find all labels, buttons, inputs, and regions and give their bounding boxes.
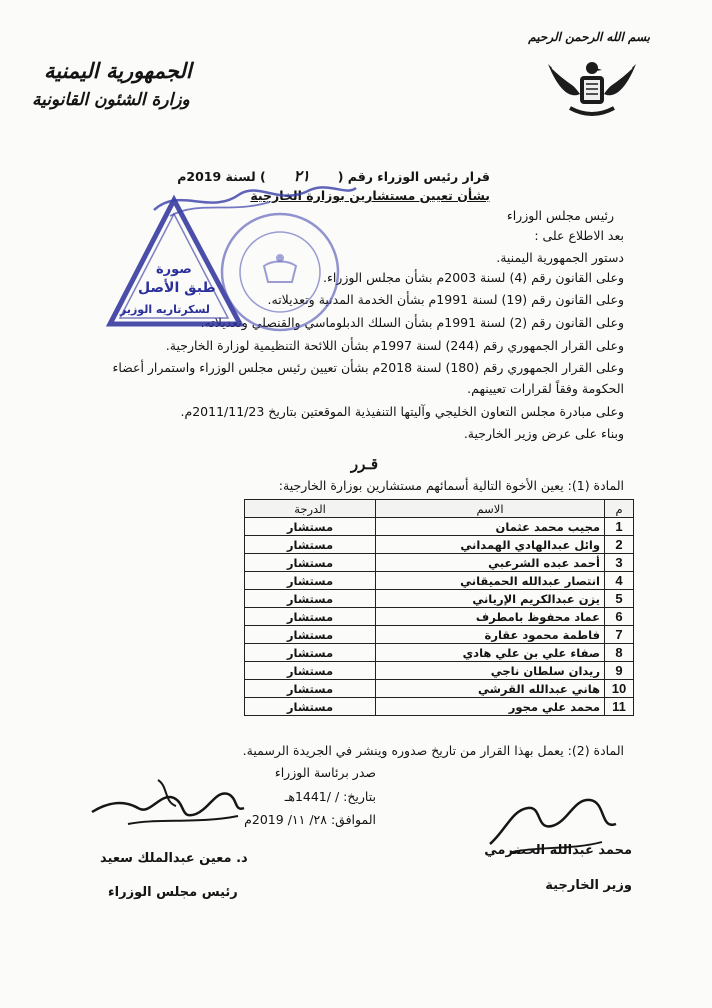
preamble-line: بعد الاطلاع على : (534, 228, 624, 243)
row-name: عماد محفوظ بامطرف (376, 608, 605, 626)
row-number: 1 (605, 518, 634, 536)
issued-line: صدر برئاسة الوزراء (274, 765, 376, 780)
state-emblem-icon (542, 54, 642, 122)
table-row (245, 572, 634, 590)
row-number: 8 (605, 644, 634, 662)
row-number: 4 (605, 572, 634, 590)
row-name: صفاء علي بن علي هادي (376, 644, 605, 662)
preamble-line: الحكومة وفقاً لقرارات تعيينهم. (467, 381, 624, 396)
stamp-text-original: طبق الأصل (138, 280, 216, 296)
row-name: ريدان سلطان ناجي (376, 662, 605, 680)
table-row (245, 554, 634, 572)
republic-header: الجمهورية اليمنية (44, 58, 192, 83)
row-rank: مستشار (245, 626, 376, 644)
fm-title: وزير الخارجية (545, 878, 632, 893)
decree-title: قرار رئيس الوزراء رقم (٢١) لسنة 2019م (177, 167, 490, 185)
row-name: محمد علي مجور (376, 698, 605, 716)
appointees-table (244, 499, 634, 716)
row-name: انتصار عبدالله الحميقاني (376, 572, 605, 590)
pm-signature-icon (88, 772, 248, 834)
basmala: بسم الله الرحمن الرحيم (528, 30, 650, 44)
round-seal-icon (218, 210, 342, 334)
row-rank: مستشار (245, 590, 376, 608)
article-2: المادة (2): يعمل بهذا القرار من تاريخ صدوره وينشر في الجريدة الرسمية. (242, 743, 624, 758)
row-name: أحمد عبده الشرعبي (376, 554, 605, 572)
row-rank: مستشار (245, 554, 376, 572)
decision-heading: قـرر (350, 455, 378, 473)
row-number: 10 (605, 680, 634, 698)
row-rank: مستشار (245, 680, 376, 698)
article-1: المادة (1): يعين الأخوة التالية أسمائهم مستشارين بوزارة الخارجية: (278, 478, 624, 493)
row-number: 11 (605, 698, 634, 716)
row-number: 3 (605, 554, 634, 572)
stamp-text-secretariat: لسكرتاريه الوزير (120, 303, 210, 316)
table-row (245, 518, 634, 536)
row-number: 5 (605, 590, 634, 608)
pm-title: رئيس مجلس الوزراء (108, 885, 238, 900)
table-row (245, 644, 634, 662)
col-header-rank: الدرجة (245, 500, 376, 518)
row-rank: مستشار (245, 536, 376, 554)
stamp-text-copy: صورة (156, 262, 192, 277)
row-rank: مستشار (245, 698, 376, 716)
table-row (245, 662, 634, 680)
table-row (245, 590, 634, 608)
preamble-line: وبناء على عرض وزير الخارجية. (463, 426, 624, 441)
table-header-row (245, 500, 634, 518)
preamble-line: وعلى القانون رقم (2) لسنة 1991م بشأن السلك الدبلوماسي والقنصلي وتعديلاته. (200, 315, 624, 330)
stamp-signature-scribble (150, 176, 360, 226)
row-number: 2 (605, 536, 634, 554)
preamble-line: وعلى مبادرة مجلس التعاون الخليجي وآليتها التنفيذية الموقعتين بتاريخ 2011/11/23م. (180, 404, 624, 419)
row-number: 7 (605, 626, 634, 644)
decree-number: ٢١ (293, 167, 310, 185)
pm-name: د. معين عبدالملك سعيد (100, 851, 248, 866)
table-row (245, 680, 634, 698)
table-row (245, 608, 634, 626)
row-name: وائل عبدالهادي الهمداني (376, 536, 605, 554)
row-name: فاطمة محمود عقارة (376, 626, 605, 644)
preamble-line: وعلى القرار الجمهوري رقم (180) لسنة 2018م بشأن تعيين رئيس مجلس الوزراء واستمرار أعضاء (112, 360, 624, 375)
row-name: يزن عبدالكريم الإرياني (376, 590, 605, 608)
preamble-line: وعلى القرار الجمهوري رقم (244) لسنة 1997م بشأن اللائحة التنظيمية لوزارة الخارجية. (165, 338, 624, 353)
fm-name: محمد عبدالله الحضرمي (484, 843, 632, 858)
preamble-line: رئيس مجلس الوزراء (506, 208, 614, 223)
preamble-line: وعلى القانون رقم (19) لسنة 1991م بشأن الخدمة المدنية وتعديلاته. (267, 292, 624, 307)
issued-gregorian-date: الموافق: ٢٨/ ١١/ 2019م (244, 812, 376, 827)
row-rank: مستشار (245, 572, 376, 590)
row-name: مجيب محمد عثمان (376, 518, 605, 536)
col-header-name: الاسم (376, 500, 605, 518)
issued-hijri-date: بتاريخ: / /1441هـ (284, 789, 376, 804)
row-rank: مستشار (245, 608, 376, 626)
row-rank: مستشار (245, 644, 376, 662)
row-number: 9 (605, 662, 634, 680)
row-number: 6 (605, 608, 634, 626)
table-row (245, 626, 634, 644)
ministry-header: وزارة الشئون القانونية (32, 90, 190, 110)
row-rank: مستشار (245, 662, 376, 680)
decree-subject: بشأن تعيين مستشارين بوزارة الخارجية (250, 188, 490, 203)
row-rank: مستشار (245, 518, 376, 536)
table-row (245, 698, 634, 716)
col-header-number: م (605, 500, 634, 518)
preamble-line: وعلى القانون رقم (4) لسنة 2003م بشأن مجلس الوزراء. (322, 270, 624, 285)
table-row (245, 536, 634, 554)
preamble-line: دستور الجمهورية اليمنية. (496, 250, 624, 265)
row-name: هاني عبدالله القرشي (376, 680, 605, 698)
